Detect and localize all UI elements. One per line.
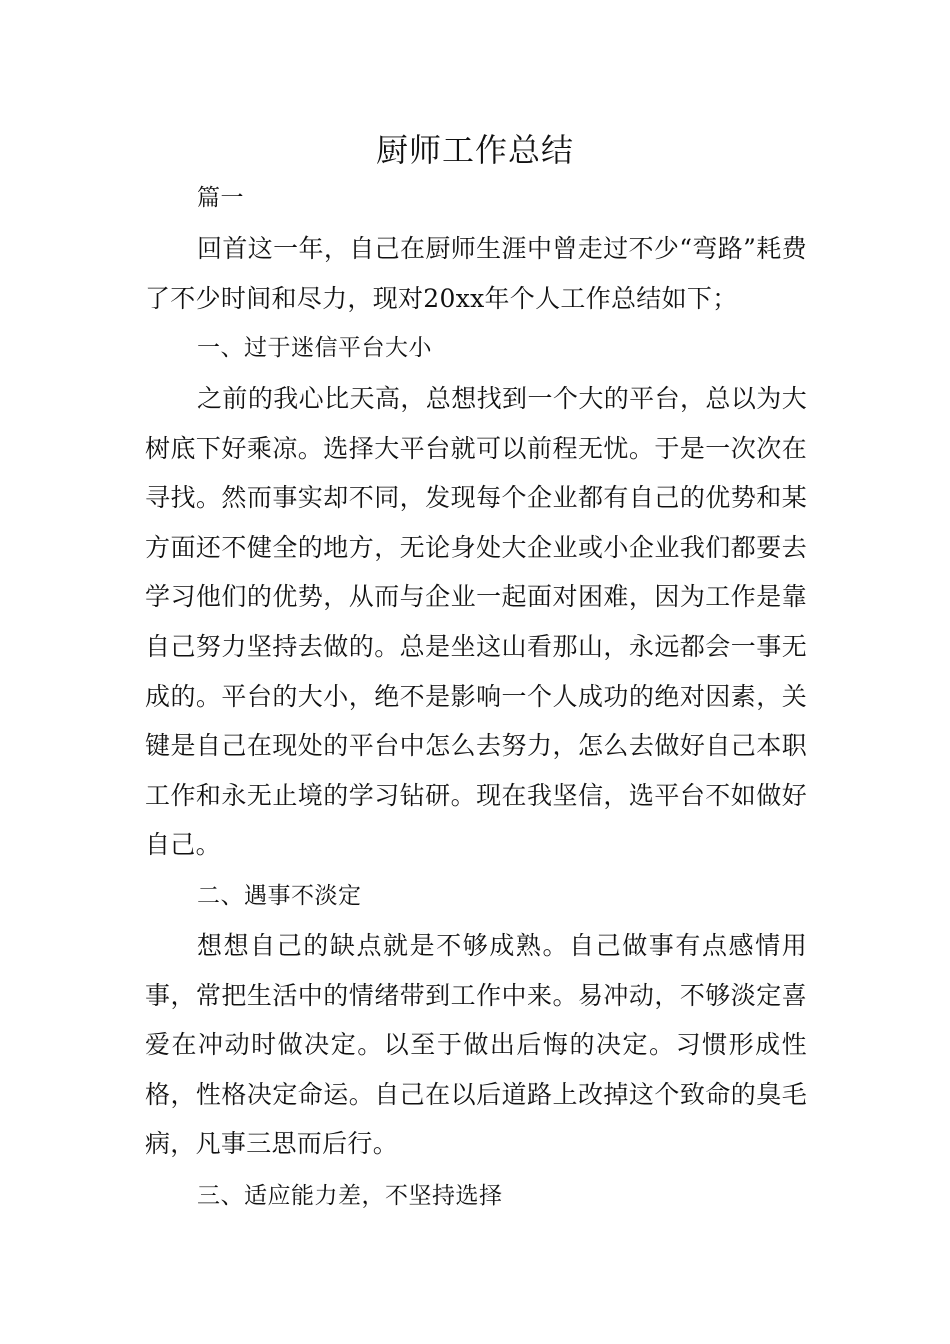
heading-one: 一、过于迷信平台大小 — [197, 335, 432, 361]
paragraph-intro: 回首这一年，自己在厨师生涯中曾走过不少“弯路”耗费了不少时间和尽力，现对20xx年个人工作总结如下； — [145, 234, 807, 313]
heading-three: 三、适应能力差，不坚持选择 — [197, 1183, 503, 1209]
heading-two: 二、遇事不淡定 — [197, 883, 362, 909]
paragraph-temperament: 想想自己的缺点就是不够成熟。自己做事有点感情用事，常把生活中的情绪带到工作中来。易冲动，不够淡定喜爱在冲动时做决定。以至于做出后悔的决定。习惯形成性格，性格决定命运。自己在以后道路上改掉这个致命的臭毛病，凡事三思而后行。 — [145, 931, 807, 1159]
section-label: 篇一 — [197, 185, 244, 211]
document-title: 厨师工作总结 — [375, 131, 574, 169]
paragraph-platform: 之前的我心比天高，总想找到一个大的平台，总以为大树底下好乘凉。选择大平台就可以前程无忧。于是一次次在寻找。然而事实却不同，发现每个企业都有自己的优势和某方面还不健全的地方，无论身处大企业或小企业我们都要去学习他们的优势，从而与企业一起面对困难，因为工作是靠自己努力坚持去做的。总是坐这山看那山，永远都会一事无成的。平台的大小，绝不是影响一个人成功的绝对因素，关键是自己在现处的平台中怎么去努力，怎么去做好自己本职工作和永无止境的学习钻研。现在我坚信，选平台不如做好自己。 — [145, 384, 807, 860]
